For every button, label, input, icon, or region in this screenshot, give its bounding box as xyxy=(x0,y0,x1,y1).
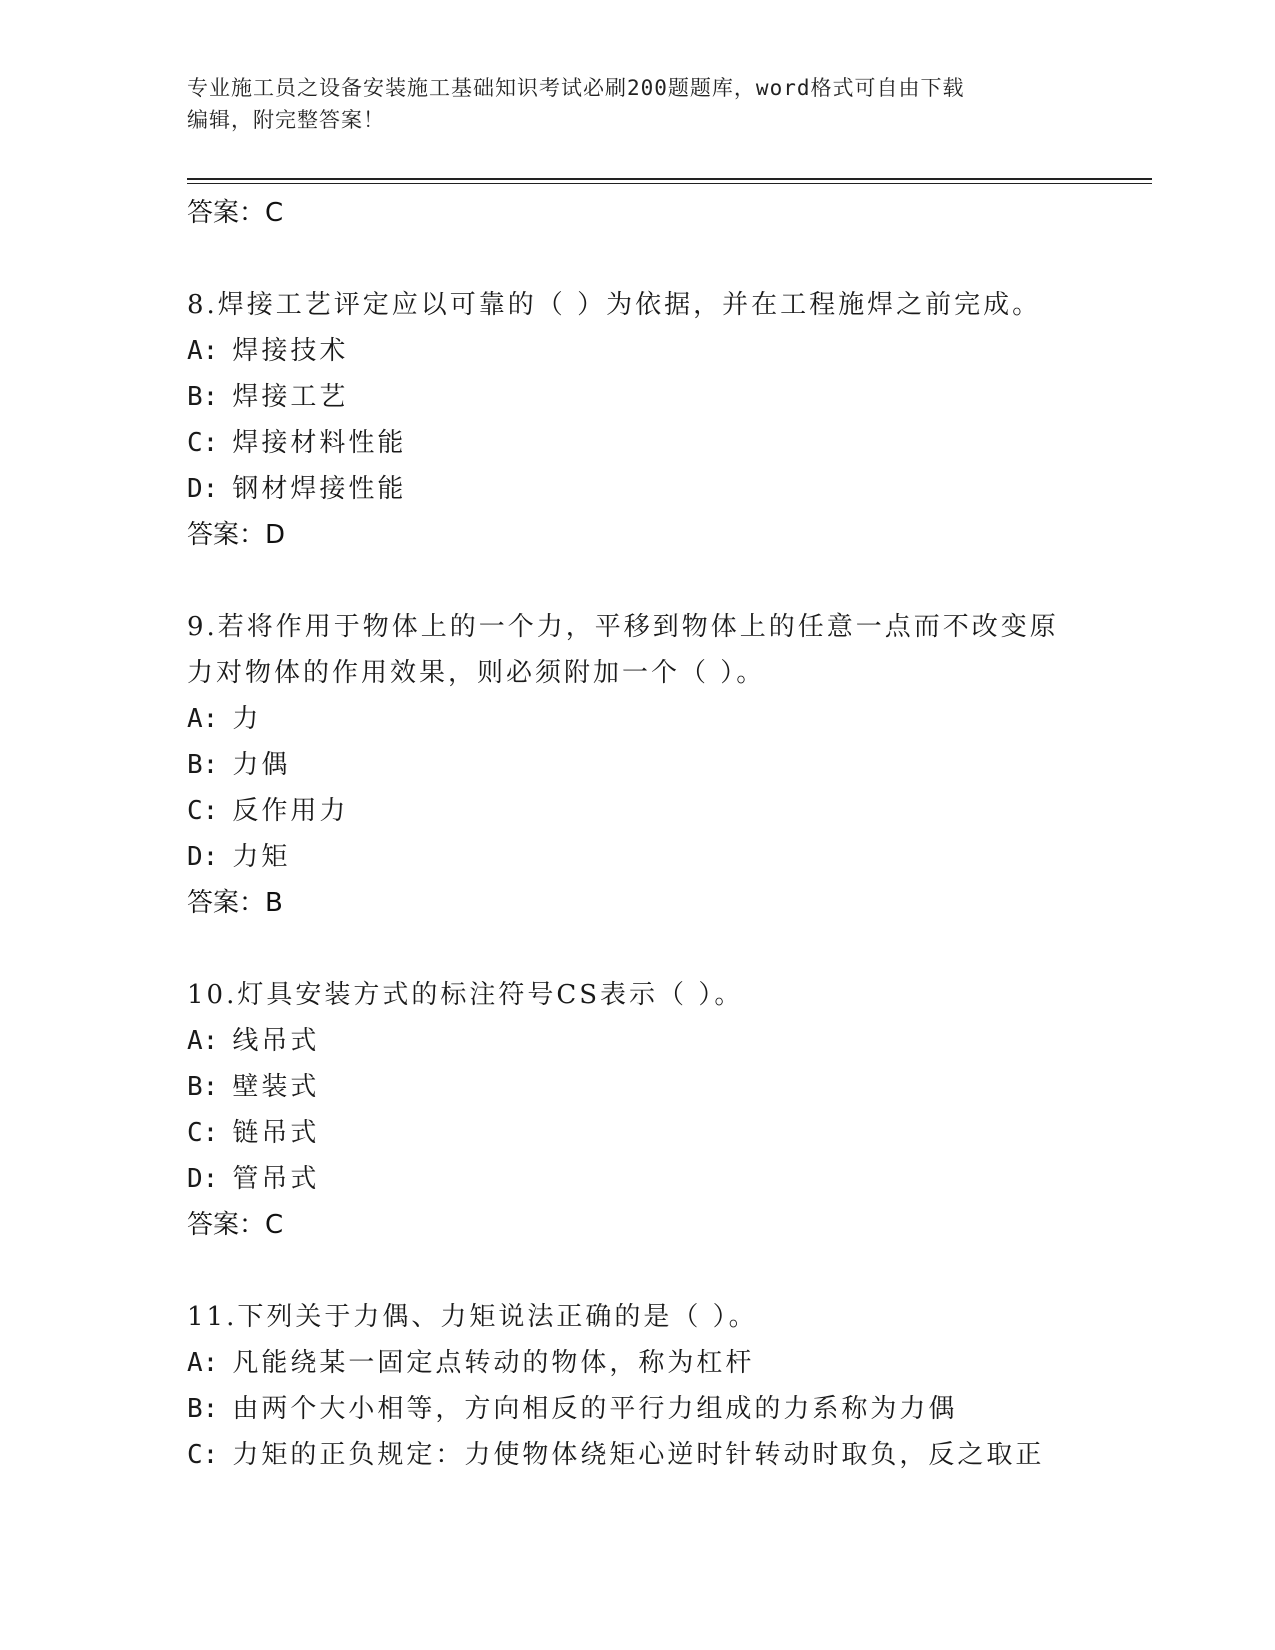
option-text: 焊接工艺 xyxy=(232,382,349,412)
option-a xyxy=(187,1018,1127,1064)
spacer xyxy=(187,558,1127,604)
question-stem: 8.焊接工艺评定应以可靠的（ ）为依据，并在工程施焊之前完成。 xyxy=(187,290,1042,320)
question-list xyxy=(187,190,1127,1478)
option-a xyxy=(187,328,1127,374)
option-letter: B: xyxy=(187,382,219,412)
option-letter: C: xyxy=(187,1440,219,1470)
document-header xyxy=(187,72,1087,136)
option-letter: C: xyxy=(187,796,219,826)
question-answer: 答案：B xyxy=(187,888,283,918)
header-divider-thick xyxy=(187,178,1152,180)
question-answer: 答案：D xyxy=(187,520,286,550)
option-text: 线吊式 xyxy=(232,1026,320,1056)
option-c xyxy=(187,1432,1127,1478)
option-letter: D: xyxy=(187,474,219,504)
question-item xyxy=(187,972,1127,1248)
question-stem: 11.下列关于力偶、力矩说法正确的是（ ）。 xyxy=(187,1302,758,1332)
option-text: 反作用力 xyxy=(232,796,349,826)
option-letter: D: xyxy=(187,842,219,872)
option-text: 由两个大小相等，方向相反的平行力组成的力系称为力偶 xyxy=(232,1394,958,1424)
spacer xyxy=(187,236,1127,282)
option-letter: B: xyxy=(187,750,219,780)
option-c xyxy=(187,420,1127,466)
option-letter: A: xyxy=(187,336,219,366)
option-b xyxy=(187,1386,1127,1432)
option-letter: C: xyxy=(187,1118,219,1148)
option-d xyxy=(187,834,1127,880)
option-b xyxy=(187,374,1127,420)
option-letter: B: xyxy=(187,1072,219,1102)
option-text: 链吊式 xyxy=(232,1118,320,1148)
option-text: 力矩的正负规定：力使物体绕矩心逆时针转动时取负，反之取正 xyxy=(232,1440,1045,1470)
option-text: 凡能绕某一固定点转动的物体，称为杠杆 xyxy=(232,1348,755,1378)
option-d xyxy=(187,1156,1127,1202)
option-text: 力偶 xyxy=(232,750,291,780)
option-a xyxy=(187,696,1127,742)
header-divider-thin xyxy=(187,183,1152,184)
option-text: 力矩 xyxy=(232,842,291,872)
option-letter: C: xyxy=(187,428,219,458)
spacer xyxy=(187,1248,1127,1294)
option-text: 焊接材料性能 xyxy=(232,428,407,458)
option-letter: D: xyxy=(187,1164,219,1194)
option-letter: B: xyxy=(187,1394,219,1424)
option-text: 力 xyxy=(232,704,262,734)
option-text: 管吊式 xyxy=(232,1164,320,1194)
option-c xyxy=(187,788,1127,834)
question-stem: 10.灯具安装方式的标注符号CS表示（ ）。 xyxy=(187,980,744,1010)
question-item xyxy=(187,604,1127,926)
question-item xyxy=(187,1294,1127,1478)
option-a xyxy=(187,1340,1127,1386)
option-text: 焊接技术 xyxy=(232,336,349,366)
header-title-line-2: 编辑，附完整答案！ xyxy=(187,108,385,132)
option-b xyxy=(187,1064,1127,1110)
spacer xyxy=(187,926,1127,972)
option-c xyxy=(187,1110,1127,1156)
previous-question-answer: 答案：C xyxy=(187,198,284,228)
option-letter: A: xyxy=(187,704,219,734)
header-title-line-1: 专业施工员之设备安装施工基础知识考试必刷200题题库，word格式可自由下载 xyxy=(187,76,965,100)
option-letter: A: xyxy=(187,1348,219,1378)
option-text: 壁装式 xyxy=(232,1072,320,1102)
option-letter: A: xyxy=(187,1026,219,1056)
question-stem-line-2: 力对物体的作用效果，则必须附加一个（ ）。 xyxy=(187,658,766,688)
option-text: 钢材焊接性能 xyxy=(232,474,407,504)
option-d xyxy=(187,466,1127,512)
question-answer: 答案：C xyxy=(187,1210,284,1240)
question-item xyxy=(187,282,1127,558)
question-stem-line-1: 9.若将作用于物体上的一个力，平移到物体上的任意一点而不改变原 xyxy=(187,612,1059,642)
option-b xyxy=(187,742,1127,788)
